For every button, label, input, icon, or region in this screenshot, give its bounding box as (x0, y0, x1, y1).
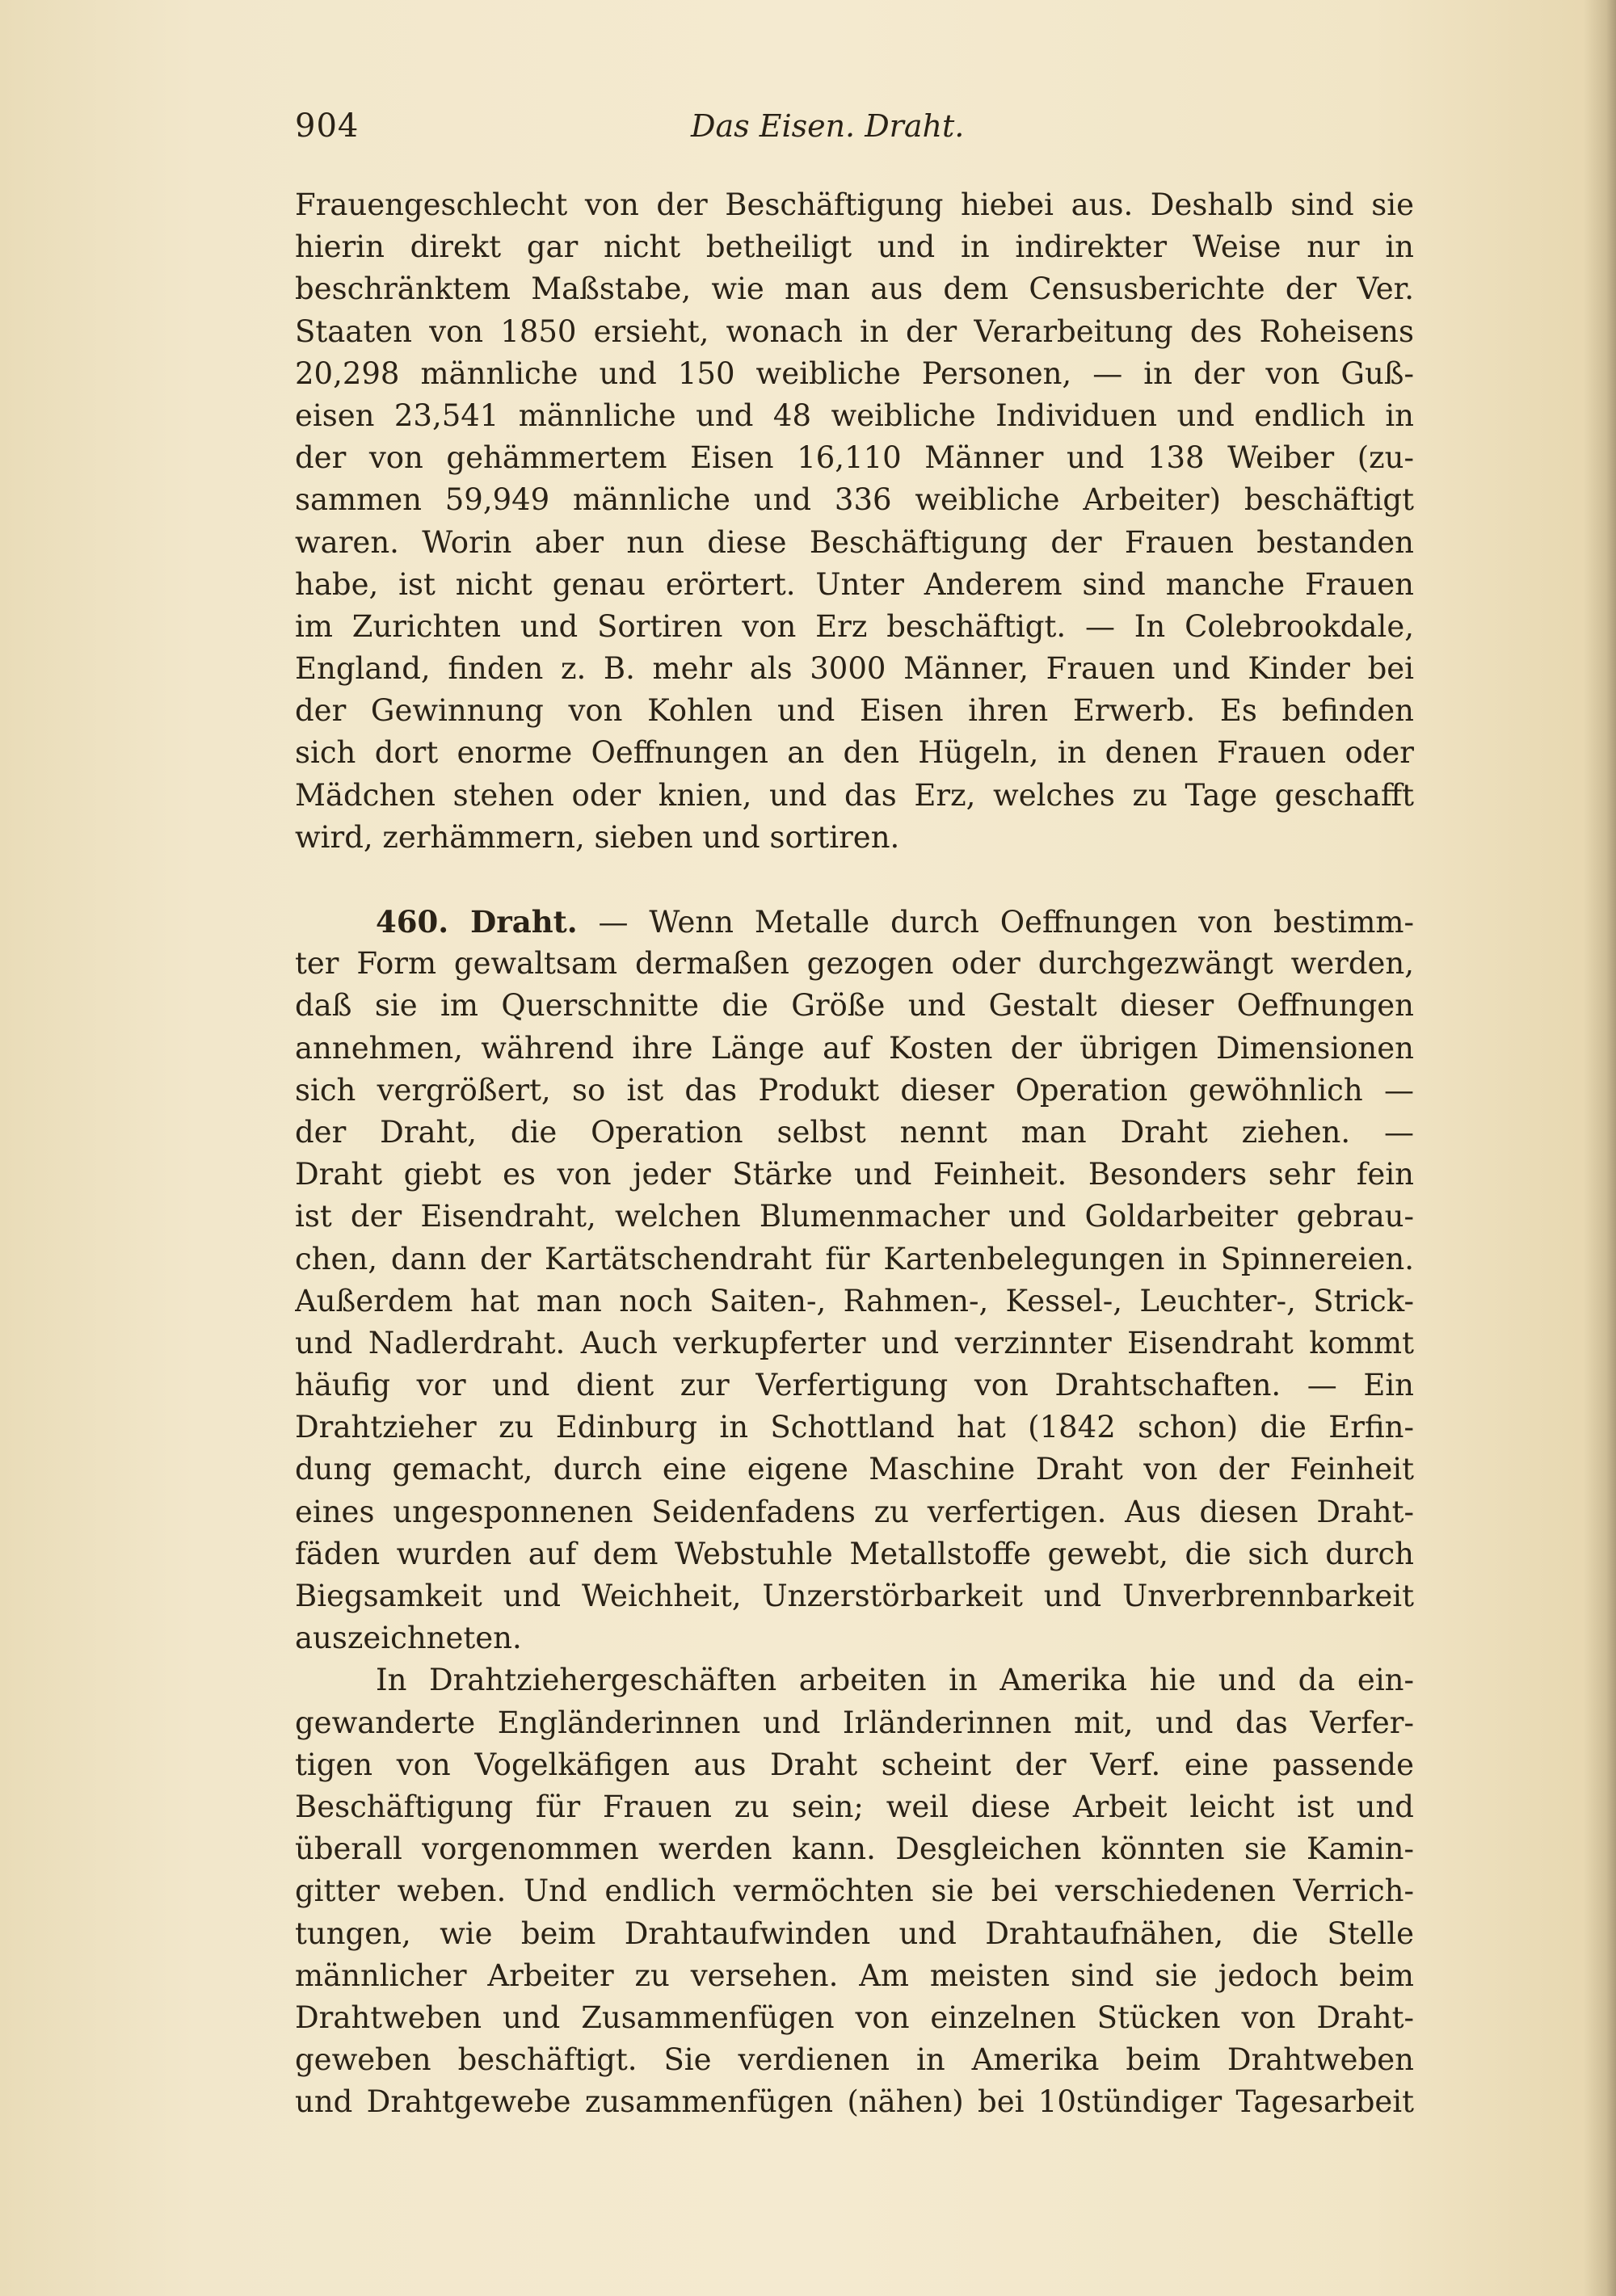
page-number: 904 (295, 107, 360, 145)
text-line: auszeichneten. (295, 1621, 522, 1656)
text-line: eines ungesponnenen Seidenfadens zu verfertigen. Aus diesen Draht- (295, 1494, 1414, 1529)
text-line: In Drahtziehergeschäften arbeiten in Amerika hie und da ein- (376, 1663, 1414, 1698)
text-line: beschränktem Maßstabe, wie man aus dem Censusberichte der Ver. (295, 271, 1414, 307)
text-line: daß sie im Querschnitte die Größe und Gestalt dieser Oeffnungen (295, 988, 1414, 1024)
section-460 (295, 901, 1414, 1659)
text-line: häufig vor und dient zur Verfertigung von Drahtschaften. — Ein (295, 1368, 1414, 1403)
text-line: chen, dann der Kartätschendraht für Kartenbelegungen in Spinnereien. (295, 1241, 1414, 1276)
page-header (295, 103, 1414, 152)
text-line: hierin direkt gar nicht betheiligt und in indirekter Weise nur in (295, 229, 1414, 265)
text-line: waren. Worin aber nun diese Beschäftigung der Frauen bestanden (295, 524, 1414, 560)
section-heading: 460. Draht. (376, 904, 578, 940)
text-line: ter Form gewaltsam dermaßen gezogen oder durchgezwängt werden, (295, 946, 1414, 982)
text-line: 20,298 männliche und 150 weibliche Personen, — in der von Guß- (295, 355, 1414, 391)
text-line: wird, zerhämmern, sieben und sortiren. (295, 819, 900, 855)
text-line: männlicher Arbeiter zu versehen. Am meisten sind sie jedoch beim (295, 1957, 1414, 1993)
text-run: — Wenn Metalle durch Oeffnungen von bestimm- (577, 905, 1414, 940)
text-line: gewanderte Engländerinnen und Irländerinnen mit, und das Verfer- (295, 1705, 1414, 1740)
text-line: Frauengeschlecht von der Beschäftigung hiebei aus. Deshalb sind sie (295, 187, 1414, 222)
text-line: Mädchen stehen oder knien, und das Erz, welches zu Tage geschafft (295, 777, 1414, 813)
text-line: überall vorgenommen werden kann. Desgleichen könnten sie Kamin- (295, 1831, 1414, 1867)
text-line: Drahtweben und Zusammenfügen von einzelnen Stücken von Draht- (295, 2000, 1414, 2035)
paragraph-gap (295, 859, 1414, 901)
text-line: eisen 23,541 männliche und 48 weibliche Individuen und endlich in (295, 397, 1414, 433)
text-line: gitter weben. Und endlich vermöchten sie bei verschiedenen Verrich- (295, 1873, 1414, 1909)
text-line: und Nadlerdraht. Auch verkupferter und verzinnter Eisendraht kommt (295, 1325, 1414, 1360)
text-line: und Drahtgewebe zusammenfügen (nähen) bei 10stündiger Tagesarbeit (295, 2084, 1414, 2120)
text-line: tungen, wie beim Drahtaufwinden und Drahtaufnähen, die Stelle (295, 1915, 1414, 1951)
paragraph (295, 1659, 1414, 2123)
text-line: habe, ist nicht genau erörtert. Unter Anderem sind manche Frauen (295, 566, 1414, 602)
text-line: sich dort enorme Oeffnungen an den Hügeln, in denen Frauen oder (295, 735, 1414, 771)
body-text (295, 184, 1414, 2123)
text-line: Drahtzieher zu Edinburg in Schottland hat (1842 schon) die Erfin- (295, 1410, 1414, 1445)
text-line: der Draht, die Operation selbst nennt man Draht ziehen. — (295, 1114, 1414, 1150)
text-line: Draht giebt es von jeder Stärke und Feinheit. Besonders sehr fein (295, 1157, 1414, 1192)
text-line: England, finden z. B. mehr als 3000 Männer, Frauen und Kinder bei (295, 651, 1414, 687)
page-binding-shadow (1584, 0, 1616, 2296)
text-line: der von gehämmertem Eisen 16,110 Männer und 138 Weiber (zu- (295, 440, 1414, 476)
text-line: Biegsamkeit und Weichheit, Unzerstörbarkeit und Unverbrennbarkeit (295, 1579, 1414, 1613)
text-line: dung gemacht, durch eine eigene Maschine Draht von der Feinheit (295, 1452, 1414, 1487)
section-heading-line (295, 901, 1414, 943)
text-line: Außerdem hat man noch Saiten-, Rahmen-, Kessel-, Leuchter-, Strick- (295, 1283, 1414, 1318)
text-line: im Zurichten und Sortiren von Erz beschäftigt. — In Colebrookdale, (295, 608, 1414, 644)
paragraph (295, 184, 1414, 859)
text-line: der Gewinnung von Kohlen und Eisen ihren Erwerb. Es befinden (295, 693, 1414, 729)
running-title: Das Eisen. Draht. (691, 108, 965, 144)
text-line: annehmen, während ihre Länge auf Kosten der übrigen Dimensionen (295, 1030, 1414, 1066)
text-line: Beschäftigung für Frauen zu sein; weil diese Arbeit leicht ist und (295, 1789, 1414, 1824)
text-line: sich vergrößert, so ist das Produkt dieser Operation gewöhnlich — (295, 1072, 1414, 1108)
text-line: fäden wurden auf dem Webstuhle Metallstoffe gewebt, die sich durch (295, 1536, 1414, 1571)
text-line: sammen 59,949 männliche und 336 weibliche Arbeiter) beschäftigt (295, 482, 1414, 518)
text-line: geweben beschäftigt. Sie verdienen in Amerika beim Drahtweben (295, 2042, 1414, 2078)
text-line: tigen von Vogelkäfigen aus Draht scheint der Verf. eine passende (295, 1747, 1414, 1782)
text-line: ist der Eisendraht, welchen Blumenmacher und Goldarbeiter gebrau- (295, 1199, 1414, 1234)
text-line: Staaten von 1850 ersieht, wonach in der Verarbeitung des Roheisens (295, 313, 1414, 349)
